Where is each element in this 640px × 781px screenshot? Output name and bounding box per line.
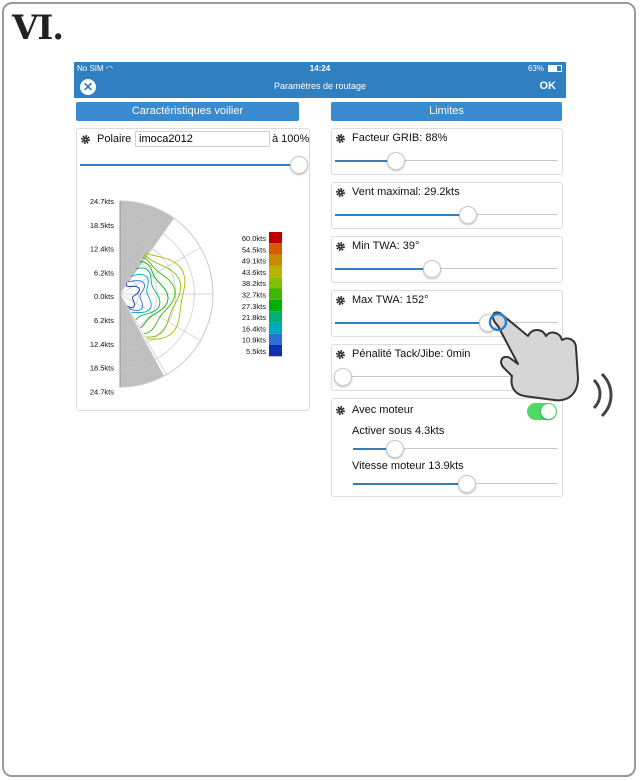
step-label: VI. <box>12 8 64 48</box>
limits-section-header: Limites <box>331 102 562 121</box>
setting-slider-knob[interactable] <box>459 206 477 224</box>
setting-slider[interactable] <box>335 214 558 215</box>
ok-button[interactable]: OK <box>539 80 556 92</box>
wifi-icon: ◠ <box>106 64 113 73</box>
gear-icon[interactable] <box>335 187 346 198</box>
battery-icon <box>548 65 562 72</box>
speed-axis-label: 12.4kts <box>89 244 114 254</box>
polar-slider-fill <box>80 164 298 166</box>
engine-speed-slider[interactable] <box>353 483 558 484</box>
setting-label: Pénalité Tack/Jibe: 0min <box>352 348 471 360</box>
setting-slider-fill <box>335 214 467 216</box>
setting-slider-fill <box>335 160 395 162</box>
polar-chart <box>76 190 286 400</box>
legend-label: 38.2kts <box>241 279 266 289</box>
setting-slider-knob[interactable] <box>423 260 441 278</box>
setting-slider-fill <box>335 322 487 324</box>
battery-percent: 63% <box>527 64 544 73</box>
engine-activate-slider[interactable] <box>353 448 558 449</box>
legend-label: 21.8kts <box>241 313 266 323</box>
close-icon[interactable]: ✕ <box>80 79 96 95</box>
engine-speed-label: Vitesse moteur 13.9kts <box>352 460 464 472</box>
legend-swatch <box>269 266 282 277</box>
legend-swatch <box>269 277 282 288</box>
setting-label: Max TWA: 152° <box>352 294 429 306</box>
legend-label: 49.1kts <box>241 256 266 266</box>
engine-label: Avec moteur <box>352 404 414 416</box>
gear-icon[interactable] <box>335 295 346 306</box>
setting-slider-knob[interactable] <box>334 368 352 386</box>
legend-label: 32.7kts <box>241 290 266 300</box>
engine-speed-knob[interactable] <box>458 475 476 493</box>
gear-icon[interactable] <box>335 133 346 144</box>
speed-axis-label: 6.2kts <box>93 316 114 325</box>
gear-icon[interactable] <box>335 349 346 360</box>
speed-axis-label: 24.7kts <box>89 197 114 206</box>
polar-label: Polaire <box>97 133 132 145</box>
engine-speed-fill <box>353 483 466 485</box>
nav-bar <box>74 76 566 98</box>
legend-swatch <box>269 334 282 345</box>
legend-swatch <box>269 289 282 300</box>
speed-axis-label: 18.5kts <box>89 220 114 230</box>
legend-label: 16.4kts <box>241 324 266 334</box>
legend-swatch <box>269 300 282 311</box>
legend-swatch <box>269 311 282 322</box>
legend-label: 27.3kts <box>241 301 266 311</box>
gear-icon[interactable] <box>80 134 91 145</box>
legend-swatch <box>269 255 282 266</box>
speed-axis-label: 24.7kts <box>89 387 114 397</box>
polar-slider[interactable] <box>80 164 298 165</box>
polar-percent: à 100% <box>272 133 310 145</box>
status-bar <box>74 62 566 76</box>
gear-icon[interactable] <box>335 405 346 416</box>
setting-label: Facteur GRIB: 88% <box>352 132 448 144</box>
engine-activate-label: Activer sous 4.3kts <box>352 425 445 437</box>
speed-axis-label: 0.0kts <box>93 292 114 302</box>
legend-swatch <box>269 322 282 333</box>
legend-swatch <box>269 232 282 243</box>
legend-swatch <box>269 243 282 254</box>
engine-activate-knob[interactable] <box>386 440 404 458</box>
clock: 14:24 <box>309 64 331 73</box>
carrier-label: No SIM <box>77 64 104 73</box>
legend-swatch <box>269 345 282 356</box>
legend-label: 54.5kts <box>241 245 266 255</box>
setting-slider-fill <box>335 268 431 270</box>
legend-label: 60.0kts <box>241 234 266 243</box>
polar-input[interactable]: imoca2012 <box>135 131 270 147</box>
setting-label: Vent maximal: 29.2kts <box>352 186 460 198</box>
nav-title: Paramètres de routage <box>273 81 367 91</box>
speed-axis-label: 12.4kts <box>89 339 114 349</box>
setting-label: Min TWA: 39° <box>352 240 420 252</box>
setting-slider[interactable] <box>335 268 558 269</box>
speed-axis-label: 18.5kts <box>89 363 114 373</box>
gear-icon[interactable] <box>335 241 346 252</box>
legend-label: 5.5kts <box>245 347 266 356</box>
setting-slider[interactable] <box>335 160 558 161</box>
legend-label: 43.6kts <box>241 267 266 277</box>
speed-axis-label: 6.2kts <box>93 268 114 278</box>
legend-label: 10.9kts <box>241 335 266 345</box>
boat-section-header: Caractéristiques voilier <box>76 102 299 121</box>
polar-slider-knob[interactable] <box>290 156 308 174</box>
hand-pointer-icon <box>484 308 624 428</box>
